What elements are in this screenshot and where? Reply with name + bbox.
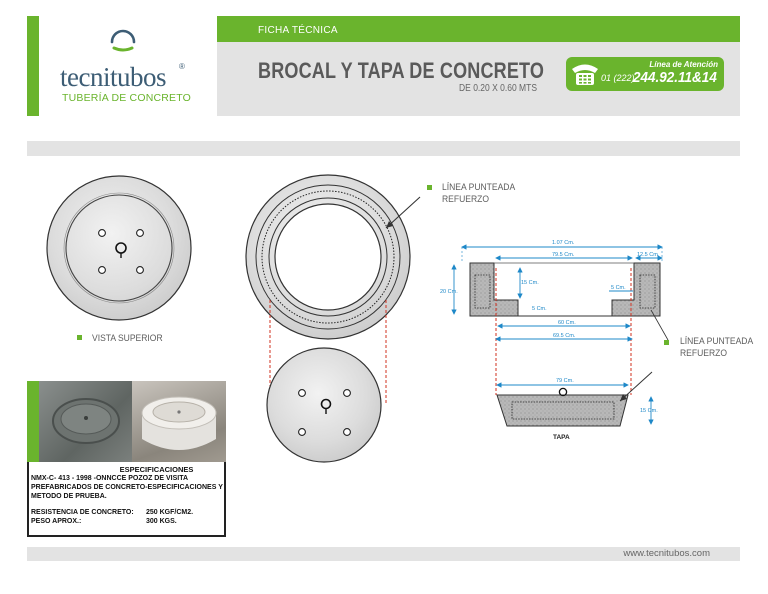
specifications-block	[29, 463, 224, 535]
dim-total-width: 1.07 Cm.	[552, 240, 575, 246]
dim-step-width-left: 5 Cm.	[532, 306, 547, 312]
spec-row	[31, 517, 224, 526]
dim-opening-outer: 69.5 Cm.	[553, 333, 576, 339]
label-linea-punteada-2: LÍNEA PUNTEADA REFUERZO	[680, 336, 754, 359]
page-subtitle: DE 0.20 X 0.60 MTS	[459, 83, 537, 94]
dim-step-height: 15 Cm.	[521, 280, 539, 286]
label-vista-superior: VISTA SUPERIOR	[92, 333, 163, 344]
spec-key: PESO APROX.:	[31, 518, 82, 525]
bullet-icon	[77, 335, 82, 340]
spec-value: 300 KGS.	[146, 518, 177, 525]
spec-row	[31, 508, 224, 517]
bullet-icon	[427, 185, 432, 190]
specs-title: ESPECIFICACIONES	[119, 465, 194, 474]
product-photo-ring	[132, 381, 226, 462]
section-label: FICHA TÉCNICA	[258, 25, 338, 36]
ring-and-cover-image	[132, 381, 226, 462]
phone-label: Línea de Atención	[649, 60, 718, 69]
ring-top-view-drawing	[246, 175, 410, 339]
website-link[interactable]: www.tecnitubos.com	[623, 548, 710, 559]
spec-value: 250 KGF/CM2.	[146, 509, 194, 516]
bullet-icon	[664, 340, 669, 345]
dim-lip: 12.5 Cm.	[637, 252, 660, 258]
dim-height: 20 Cm.	[440, 289, 458, 295]
dim-opening: 60 Cm.	[558, 320, 576, 326]
page-title: BROCAL Y TAPA DE CONCRETO	[258, 58, 545, 83]
spec-key: RESISTENCIA DE CONCRETO:	[31, 509, 134, 516]
dim-tapa-height: 15 Cm.	[640, 408, 658, 414]
dim-inner-top: 79.5 Cm.	[552, 252, 575, 258]
photo-accent-bar	[27, 381, 39, 462]
phone-number: 244.92.11&14	[633, 69, 717, 86]
logo-tagline: TUBERÍA DE CONCRETO	[62, 92, 192, 104]
logo-wordmark: tecnitubos	[60, 62, 166, 92]
cover-top-view-drawing	[267, 348, 381, 462]
label-linea-punteada-1: LÍNEA PUNTEADA REFUERZO	[442, 182, 516, 205]
top-view-drawing	[47, 176, 191, 320]
dim-tapa-width: 79 Cm.	[556, 378, 574, 384]
dim-step-width-right: 5 Cm.	[611, 285, 626, 291]
product-photo-installed	[39, 381, 132, 462]
tapa-label: TAPA	[553, 434, 570, 441]
installed-cover-image	[39, 381, 132, 462]
specs-norm: NMX-C- 413 - 1998 -ONNCCE POZOZ DE VISITA PREFABRICADOS DE CONCRETO-ESPECIFICACIONES Y METODO DE PRUEBA.	[31, 475, 223, 500]
cover-section-drawing	[497, 388, 628, 426]
logo-registered-mark: ®	[179, 62, 185, 71]
specs-body	[29, 474, 224, 526]
phone-area-code: 01 (222)	[601, 73, 635, 83]
